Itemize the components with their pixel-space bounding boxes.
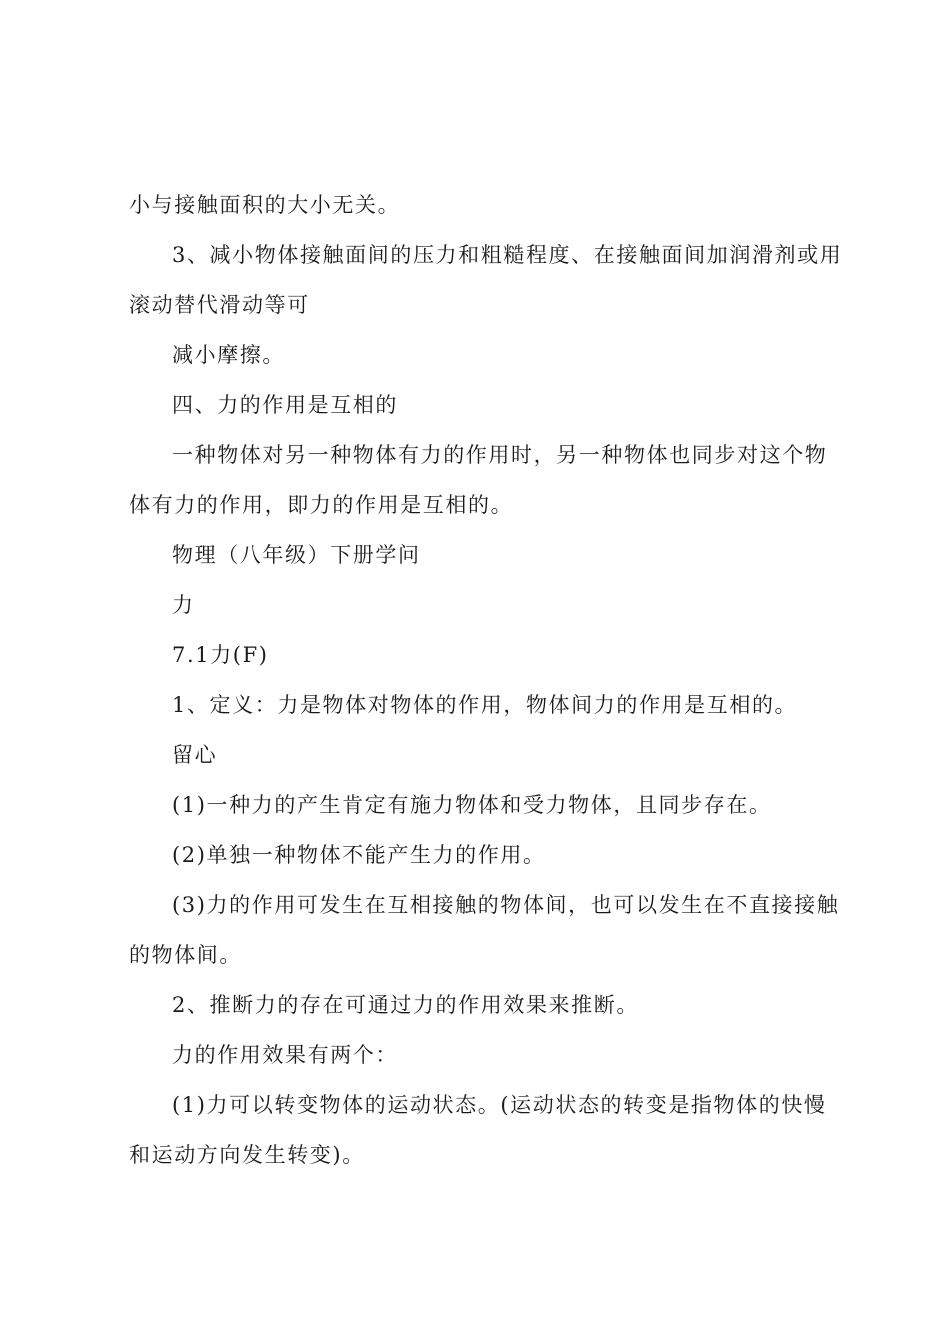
text-line: 小与接触面积的大小无关。 <box>129 193 401 217</box>
text-line: 留心 <box>172 743 218 767</box>
text-line: 3、减小物体接触面间的压力和粗糙程度、在接触面间加润滑剂或用 <box>172 243 843 267</box>
text-line: (1)一种力的产生肯定有施力物体和受力物体，且同步存在。 <box>172 793 772 817</box>
section-heading: 四、力的作用是互相的 <box>172 393 398 417</box>
text-line: 一种物体对另一种物体有力的作用时，另一种物体也同步对这个物 <box>172 443 828 467</box>
section-heading: 7.1力(F) <box>172 643 269 667</box>
text-line: 2、推断力的存在可通过力的作用效果来推断。 <box>172 993 639 1017</box>
text-line: 力的作用效果有两个： <box>172 1043 398 1067</box>
text-line: 体有力的作用，即力的作用是互相的。 <box>129 493 514 517</box>
text-line: (2)单独一种物体不能产生力的作用。 <box>172 843 546 867</box>
section-heading: 物理（八年级）下册学问 <box>172 543 421 567</box>
text-line: 和运动方向发生转变)。 <box>129 1143 365 1167</box>
text-line: 减小摩擦。 <box>172 343 285 367</box>
text-line: 1、定义：力是物体对物体的作用，物体间力的作用是互相的。 <box>172 693 798 717</box>
text-line: 的物体间。 <box>129 943 242 967</box>
text-line: 滚动替代滑动等可 <box>129 293 310 317</box>
text-line: (3)力的作用可发生在互相接触的物体间，也可以发生在不直接接触 <box>172 893 840 917</box>
text-line: (1)力可以转变物体的运动状态。(运动状态的转变是指物体的快慢 <box>172 1093 827 1117</box>
section-heading: 力 <box>172 593 195 617</box>
